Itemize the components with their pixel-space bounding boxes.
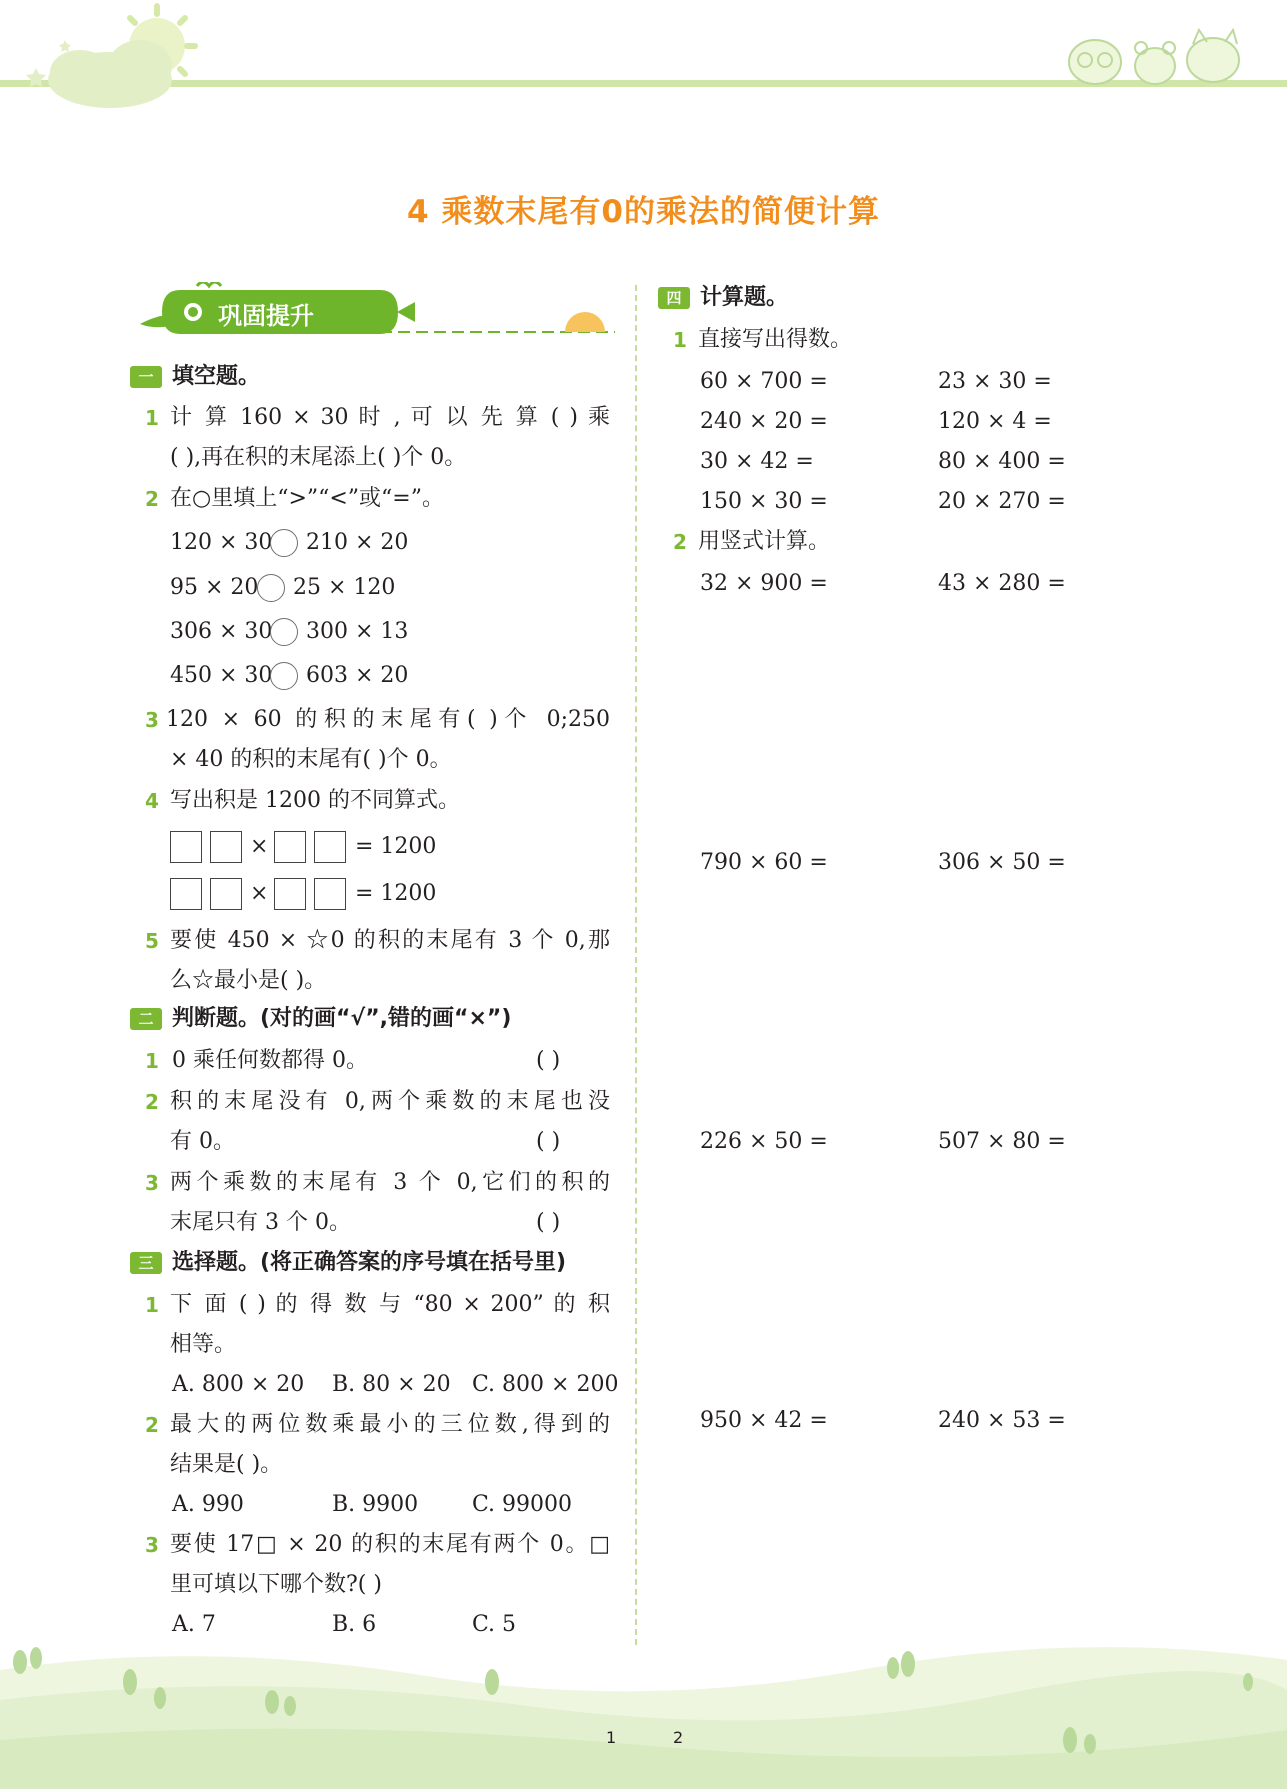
hills-decoration	[0, 1630, 1287, 1789]
q-number: 1	[145, 406, 159, 430]
section3-title: 选择题。(将正确答案的序号填在括号里)	[172, 1250, 567, 1275]
digit-box-input[interactable]	[314, 878, 346, 910]
compare-circle-input[interactable]	[257, 574, 285, 602]
option-c: C. 5	[472, 1612, 517, 1637]
option-b: B. 6	[332, 1612, 377, 1637]
question-text: 在○里填上“>”“<”或“=”。	[170, 486, 444, 511]
answer-paren[interactable]: ( )	[536, 1210, 561, 1235]
equation-result: = 1200	[355, 834, 437, 859]
vertical-calc-item: 507 × 80 =	[938, 1129, 1066, 1154]
question-text: 积的末尾没有 0,两个乘数的末尾也没	[170, 1089, 610, 1114]
q-number: 4	[145, 789, 159, 813]
calc-item: 120 × 4 =	[938, 409, 1052, 434]
section4-badge: 四	[658, 287, 690, 309]
question-text: 结果是( )。	[170, 1452, 283, 1477]
q-number: 2	[145, 1413, 159, 1437]
question-text: 要使 17□ × 20 的积的末尾有两个 0。□	[170, 1532, 610, 1557]
vertical-calc-item: 950 × 42 =	[700, 1408, 828, 1433]
question-text: 计 算 160 × 30 时 , 可 以 先 算 ( ) 乘	[170, 405, 610, 430]
compare-circle-input[interactable]	[270, 529, 298, 557]
q-number: 3	[145, 1533, 159, 1557]
section2-title: 判断题。(对的画“√”,错的画“×”)	[172, 1006, 512, 1031]
question-text: 用竖式计算。	[698, 529, 831, 554]
digit-box-input[interactable]	[274, 831, 306, 863]
question-text: 写出积是 1200 的不同算式。	[170, 788, 460, 813]
option-a: A. 990	[172, 1492, 244, 1517]
calc-item: 240 × 20 =	[700, 409, 828, 434]
calc-item: 80 × 400 =	[938, 449, 1066, 474]
times-sign: ×	[250, 834, 269, 859]
question-text: 么☆最小是( )。	[170, 968, 327, 993]
vertical-calc-item: 240 × 53 =	[938, 1408, 1066, 1433]
compare-left: 450 × 30	[170, 663, 273, 688]
digit-box-input[interactable]	[314, 831, 346, 863]
question-text: 120 × 60 的积的末尾有( )个 0;250	[166, 707, 610, 732]
question-text: 相等。	[170, 1332, 237, 1357]
option-b: B. 9900	[332, 1492, 419, 1517]
calc-item: 30 × 42 =	[700, 449, 814, 474]
section2-badge: 二	[130, 1008, 162, 1030]
animals-icon	[1055, 20, 1255, 90]
digit-box-input[interactable]	[170, 878, 202, 910]
banner-title: 巩固提升	[218, 302, 314, 330]
equation-result: = 1200	[355, 881, 437, 906]
q-number: 1	[145, 1049, 159, 1073]
vertical-calc-item: 790 × 60 =	[700, 850, 828, 875]
question-text: 要使 450 × ☆0 的积的末尾有 3 个 0,那	[170, 928, 610, 953]
times-sign: ×	[250, 881, 269, 906]
option-a: A. 800 × 20	[172, 1372, 305, 1397]
question-text: 0 乘任何数都得 0。	[172, 1048, 368, 1073]
compare-circle-input[interactable]	[270, 618, 298, 646]
page-number: 1	[606, 1728, 617, 1747]
question-text: 有 0。	[170, 1129, 235, 1154]
answer-paren[interactable]: ( )	[536, 1048, 561, 1073]
q-number: 2	[145, 1090, 159, 1114]
question-text: 末尾只有 3 个 0。	[170, 1210, 351, 1235]
sun-cloud-icon	[0, 0, 260, 120]
calc-item: 20 × 270 =	[938, 489, 1066, 514]
answer-paren[interactable]: ( )	[536, 1129, 561, 1154]
option-c: C. 99000	[472, 1492, 573, 1517]
compare-left: 95 × 20	[170, 575, 259, 600]
digit-box-input[interactable]	[210, 831, 242, 863]
question-text: × 40 的积的末尾有( )个 0。	[170, 747, 452, 772]
calc-item: 23 × 30 =	[938, 369, 1052, 394]
compare-right: 603 × 20	[306, 663, 409, 688]
option-c: C. 800 × 200	[472, 1372, 619, 1397]
question-text: 最大的两位数乘最小的三位数,得到的	[170, 1412, 610, 1437]
compare-left: 120 × 30	[170, 530, 273, 555]
q-number: 5	[145, 929, 159, 953]
compare-right: 210 × 20	[306, 530, 409, 555]
digit-box-input[interactable]	[210, 878, 242, 910]
q-number: 2	[673, 530, 687, 554]
question-text: 下 面 ( ) 的 得 数 与 “80 × 200” 的 积	[170, 1292, 610, 1317]
vertical-calc-item: 43 × 280 =	[938, 571, 1066, 596]
compare-right: 25 × 120	[293, 575, 396, 600]
q-number: 3	[145, 708, 159, 732]
question-text: 直接写出得数。	[698, 327, 853, 352]
q-number: 3	[145, 1171, 159, 1195]
vertical-calc-item: 306 × 50 =	[938, 850, 1066, 875]
section1-title: 填空题。	[172, 364, 261, 389]
calc-item: 60 × 700 =	[700, 369, 828, 394]
digit-box-input[interactable]	[274, 878, 306, 910]
question-text: 两个乘数的末尾有 3 个 0,它们的积的	[170, 1170, 610, 1195]
question-text: ( ),再在积的末尾添上( )个 0。	[170, 445, 467, 470]
q-number: 2	[145, 487, 159, 511]
section3-badge: 三	[130, 1252, 162, 1274]
banner-decoration	[135, 282, 625, 342]
vertical-calc-item: 32 × 900 =	[700, 571, 828, 596]
digit-box-input[interactable]	[170, 831, 202, 863]
compare-circle-input[interactable]	[270, 662, 298, 690]
q-number: 1	[145, 1293, 159, 1317]
compare-left: 306 × 30	[170, 619, 273, 644]
q-number: 1	[673, 328, 687, 352]
column-divider	[635, 285, 637, 1645]
question-text: 里可填以下哪个数?( )	[170, 1572, 382, 1597]
calc-item: 150 × 30 =	[700, 489, 828, 514]
option-a: A. 7	[172, 1612, 216, 1637]
page-title: 4 乘数末尾有0的乘法的简便计算	[407, 194, 880, 230]
vertical-calc-item: 226 × 50 =	[700, 1129, 828, 1154]
page-number: 2	[673, 1728, 684, 1747]
compare-right: 300 × 13	[306, 619, 409, 644]
option-b: B. 80 × 20	[332, 1372, 451, 1397]
section4-title: 计算题。	[700, 285, 789, 310]
section1-badge: 一	[130, 366, 162, 388]
